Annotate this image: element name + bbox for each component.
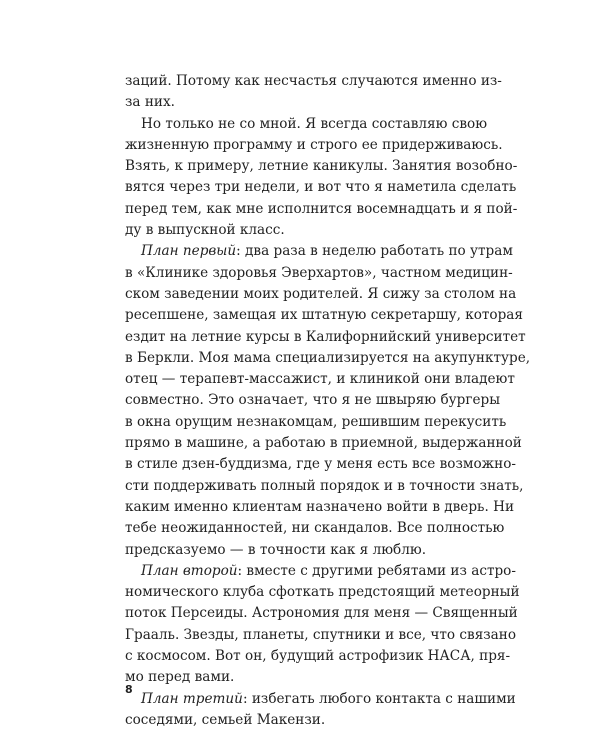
line-text: ду в выпускной класс. — [125, 222, 285, 239]
text-line — [125, 667, 481, 688]
text-line — [125, 369, 515, 390]
line-text: предсказуемо — в точности как я люблю. — [125, 541, 427, 558]
text-line — [125, 327, 526, 348]
text-line — [125, 390, 501, 411]
text-line — [125, 177, 517, 198]
line-text: соседями, семьей Макензи. — [125, 711, 326, 728]
text-line — [125, 156, 518, 177]
line-text: перед тем, как мне исполнится восемнадцать и я пой- — [125, 200, 518, 217]
text-line — [125, 476, 524, 497]
line-text: с космосом. Вот он, будущий астрофизик НАСА, пря- — [125, 648, 511, 665]
text-line — [125, 284, 517, 305]
line-text: Но только не со мной. Я всегда составляю свою — [141, 115, 488, 132]
line-text: в окна орущим незнакомцам, решившим перекусить — [125, 413, 507, 430]
line-text: ездит на летние курсы в Калифорнийский университет — [125, 328, 526, 345]
line-text: ском заведении моих родителей. Я сижу за столом на — [125, 285, 517, 302]
text-line — [125, 497, 515, 518]
plan-heading: План третий — [141, 690, 243, 707]
line-text: прямо в машине, а работаю в приемной, выдержанной — [125, 435, 522, 452]
text-line — [125, 241, 513, 262]
text-line — [125, 625, 517, 646]
text-line — [125, 689, 516, 710]
text-line — [125, 454, 517, 475]
text-line — [125, 135, 503, 156]
text-line — [125, 71, 502, 92]
line-text: ресепшене, замещая их штатную секретаршу, которая — [125, 307, 523, 324]
text-line — [125, 412, 507, 433]
line-text: отец — терапевт-массажист, и клиникой они владеют — [125, 371, 515, 388]
text-line — [125, 561, 516, 582]
line-text: в Беркли. Моя мама специализируется на акупунктуре, — [125, 349, 531, 366]
body-text — [125, 71, 531, 731]
line-text: номического клуба сфоткать предстоящий метеорный — [125, 584, 520, 601]
plan-heading: План второй — [141, 562, 238, 579]
line-text: заций. Потому как несчастья случаются именно из- — [125, 73, 502, 89]
text-line — [125, 433, 522, 454]
text-line — [125, 114, 488, 135]
text-line — [125, 220, 481, 241]
line-text: : два раза в неделю работать по утрам — [236, 243, 513, 260]
text-line — [125, 710, 481, 731]
text-line — [125, 540, 481, 561]
line-text: поток Персеиды. Астрономия для меня — Священный — [125, 605, 518, 622]
line-text: сти поддерживать полный порядок и в точности знать, — [125, 477, 524, 494]
line-text: мо перед вами. — [125, 669, 235, 686]
line-text: Взять, к примеру, летние каникулы. Занятия возобно- — [125, 158, 518, 175]
line-text: : вместе с другими ребятами из астро- — [237, 562, 516, 579]
line-text: каким именно клиентам назначено войти в дверь. Ни — [125, 498, 515, 515]
line-text: совместно. Это означает, что я не швыряю бургеры — [125, 392, 501, 409]
text-line — [125, 518, 505, 539]
text-line — [125, 348, 531, 369]
line-text: : избегать любого контакта с нашими — [242, 690, 516, 707]
line-text: жизненную программу и строго ее придерживаюсь. — [125, 136, 503, 153]
text-line — [125, 603, 518, 624]
text-line — [125, 263, 513, 284]
line-text: за них. — [125, 94, 175, 111]
text-line — [125, 646, 511, 667]
plan-heading: План первый — [141, 243, 237, 260]
line-text: в стиле дзен-буддизма, где у меня есть все возможно- — [125, 456, 517, 473]
text-line — [125, 582, 520, 603]
text-line — [125, 92, 481, 113]
line-text: в «Клинике здоровья Эверхартов», частном медицин- — [125, 264, 513, 281]
text-line — [125, 305, 523, 326]
text-line — [125, 199, 518, 220]
line-text: тебе неожиданностей, ни скандалов. Все полностью — [125, 520, 505, 537]
page-number: 8 — [125, 683, 133, 696]
line-text: вятся через три недели, и вот что я наметила сделать — [125, 179, 517, 196]
line-text: Грааль. Звезды, планеты, спутники и все, что связано — [125, 626, 517, 643]
